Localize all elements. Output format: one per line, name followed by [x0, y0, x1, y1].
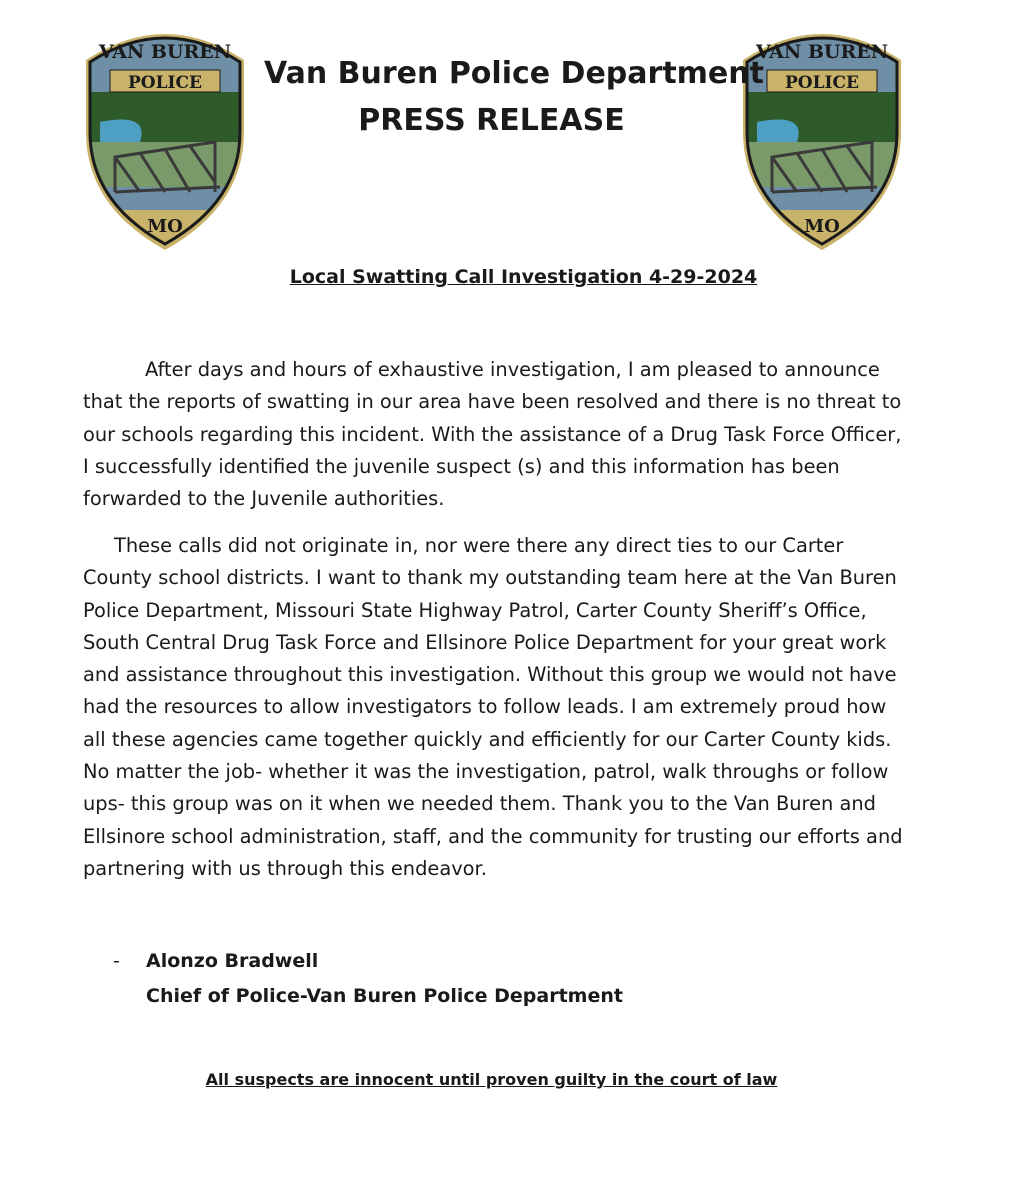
department-title: Van Buren Police Department	[264, 56, 764, 91]
body-paragraph: These calls did not originate in, nor were there any direct ties to our Carter County school districts. I want to thank my outstanding team here at the Van Buren Police Department, Missouri State Highway Patrol, Carter County Sheriff’s Office, South Central Drug Task Force and Ellsinore Police Department for your great work and assistance throughout this investigation. Without this group we would not have had the resources to allow investigators to follow leads. I am extremely proud how all these agencies came together quickly and efficiently for our Carter County kids. No matter the job- whether it was the investigation, patrol, walk throughs or follow ups- this group was on it when we needed them. Thank you to the Van Buren and Ellsinore school administration, staff, and the community for trusting our efforts and partnering with us through this endeavor.	[83, 534, 903, 880]
badge-bottom-text: MO	[147, 216, 183, 237]
badge-top-text: VAN BUREN	[755, 41, 889, 63]
legal-disclaimer: All suspects are innocent until proven guilty in the court of law	[205, 1070, 778, 1089]
signature-dash: -	[113, 950, 120, 972]
badge-middle-text: POLICE	[785, 73, 859, 93]
badge-middle-text: POLICE	[128, 73, 202, 93]
signature-title: Chief of Police-Van Buren Police Department	[146, 985, 623, 1007]
badge-bottom-text: MO	[804, 216, 840, 237]
release-subject: Local Swatting Call Investigation 4-29-2024	[289, 266, 758, 288]
body-paragraph: After days and hours of exhaustive investigation, I am pleased to announce that the reports of swatting in our area have been resolved and there is no threat to our schools regarding this incident. With the assistance of a Drug Task Force Officer, I successfully identified the juvenile suspect (s) and this information has been forwarded to the Juvenile authorities.	[83, 358, 902, 511]
badge-top-text: VAN BUREN	[98, 41, 232, 63]
signature-name: Alonzo Bradwell	[146, 950, 319, 972]
signature-block	[113, 944, 623, 1014]
press-release-heading: PRESS RELEASE	[358, 103, 625, 138]
